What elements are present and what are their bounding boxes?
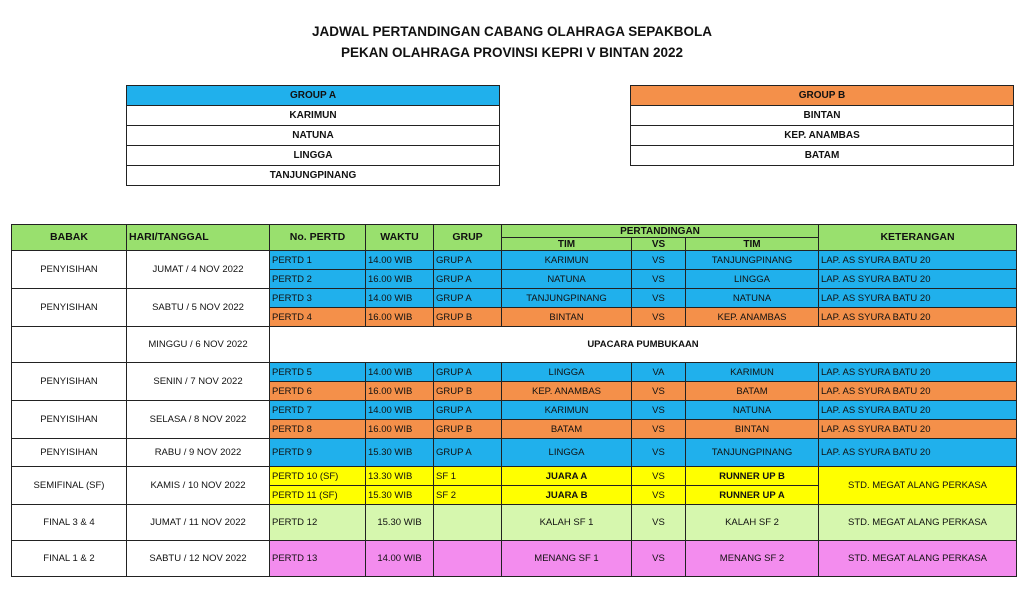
cell-no-pertd: PERTD 1 xyxy=(270,251,366,270)
cell-keterangan: LAP. AS SYURA BATU 20 xyxy=(819,401,1017,420)
cell-tim-home: KALAH SF 1 xyxy=(502,505,632,541)
cell-no-pertd: PERTD 6 xyxy=(270,382,366,401)
group-a-header: GROUP A xyxy=(127,86,500,106)
cell-vs: VS xyxy=(632,467,686,486)
cell-waktu: 16.00 WIB xyxy=(366,308,434,327)
group-a-team: KARIMUN xyxy=(127,106,500,126)
cell-hari-tanggal: SELASA / 8 NOV 2022 xyxy=(127,401,270,439)
cell-keterangan: LAP. AS SYURA BATU 20 xyxy=(819,439,1017,467)
table-row xyxy=(12,505,1017,541)
cell-keterangan: STD. MEGAT ALANG PERKASA xyxy=(819,467,1017,505)
cell-tim-home: LINGGA xyxy=(502,363,632,382)
cell-hari-tanggal: JUMAT / 11 NOV 2022 xyxy=(127,505,270,541)
cell-tim-away: BATAM xyxy=(686,382,819,401)
cell-hari-tanggal: MINGGU / 6 NOV 2022 xyxy=(127,327,270,363)
header-grup: GRUP xyxy=(434,225,502,251)
document-title-line1: JADWAL PERTANDINGAN CABANG OLAHRAGA SEPAKBOLA xyxy=(311,24,712,39)
header-vs: VS xyxy=(632,238,686,251)
cell-tim-home: KARIMUN xyxy=(502,401,632,420)
cell-grup: SF 1 xyxy=(434,467,502,486)
cell-vs: VS xyxy=(632,289,686,308)
table-row xyxy=(12,363,1017,382)
table-row xyxy=(12,251,1017,270)
cell-no-pertd: PERTD 4 xyxy=(270,308,366,327)
cell-keterangan: LAP. AS SYURA BATU 20 xyxy=(819,251,1017,270)
cell-hari-tanggal: SABTU / 5 NOV 2022 xyxy=(127,289,270,327)
cell-waktu: 16.00 WIB xyxy=(366,270,434,289)
cell-waktu: 14.00 WIB xyxy=(366,401,434,420)
cell-tim-away: TANJUNGPINANG xyxy=(686,439,819,467)
group-a-team: NATUNA xyxy=(127,126,500,146)
cell-vs: VS xyxy=(632,486,686,505)
cell-hari-tanggal: RABU / 9 NOV 2022 xyxy=(127,439,270,467)
cell-grup: GRUP B xyxy=(434,382,502,401)
group-b-table xyxy=(630,85,1014,166)
table-row xyxy=(12,467,1017,486)
cell-grup: GRUP A xyxy=(434,251,502,270)
cell-keterangan: LAP. AS SYURA BATU 20 xyxy=(819,289,1017,308)
cell-keterangan: LAP. AS SYURA BATU 20 xyxy=(819,363,1017,382)
schedule-table xyxy=(11,224,1017,577)
cell-keterangan: LAP. AS SYURA BATU 20 xyxy=(819,382,1017,401)
cell-no-pertd: PERTD 8 xyxy=(270,420,366,439)
cell-tim-home: JUARA A xyxy=(502,467,632,486)
cell-hari-tanggal: JUMAT / 4 NOV 2022 xyxy=(127,251,270,289)
cell-waktu: 14.00 WIB xyxy=(366,251,434,270)
cell-babak: PENYISIHAN xyxy=(12,251,127,289)
cell-hari-tanggal: KAMIS / 10 NOV 2022 xyxy=(127,467,270,505)
cell-keterangan: LAP. AS SYURA BATU 20 xyxy=(819,420,1017,439)
table-row xyxy=(12,541,1017,577)
cell-no-pertd: PERTD 12 xyxy=(270,505,366,541)
cell-tim-away: KARIMUN xyxy=(686,363,819,382)
cell-tim-away: MENANG SF 2 xyxy=(686,541,819,577)
table-row xyxy=(12,289,1017,308)
cell-grup: SF 2 xyxy=(434,486,502,505)
cell-babak: PENYISIHAN xyxy=(12,439,127,467)
cell-event: UPACARA PUMBUKAAN xyxy=(270,327,1017,363)
cell-no-pertd: PERTD 11 (SF) xyxy=(270,486,366,505)
schedule-body xyxy=(12,225,1017,577)
table-row xyxy=(12,327,1017,363)
cell-grup: GRUP B xyxy=(434,420,502,439)
cell-tim-home: MENANG SF 1 xyxy=(502,541,632,577)
cell-keterangan: LAP. AS SYURA BATU 20 xyxy=(819,270,1017,289)
cell-tim-away: BINTAN xyxy=(686,420,819,439)
cell-waktu: 13.30 WIB xyxy=(366,467,434,486)
cell-no-pertd: PERTD 2 xyxy=(270,270,366,289)
cell-tim-home: KEP. ANAMBAS xyxy=(502,382,632,401)
cell-no-pertd: PERTD 5 xyxy=(270,363,366,382)
group-a-team: LINGGA xyxy=(127,146,500,166)
cell-hari-tanggal: SENIN / 7 NOV 2022 xyxy=(127,363,270,401)
cell-no-pertd: PERTD 9 xyxy=(270,439,366,467)
cell-tim-home: JUARA B xyxy=(502,486,632,505)
cell-waktu: 16.00 WIB xyxy=(366,382,434,401)
cell-waktu: 15.30 WIB xyxy=(366,505,434,541)
header-keterangan: KETERANGAN xyxy=(819,225,1017,251)
header-tim-home: TIM xyxy=(502,238,632,251)
cell-no-pertd: PERTD 13 xyxy=(270,541,366,577)
cell-vs: VS xyxy=(632,308,686,327)
group-b-team: KEP. ANAMBAS xyxy=(631,126,1014,146)
cell-babak: SEMIFINAL (SF) xyxy=(12,467,127,505)
cell-vs: VS xyxy=(632,401,686,420)
header-no-pertd: No. PERTD xyxy=(270,225,366,251)
group-b-team: BINTAN xyxy=(631,106,1014,126)
header-babak: BABAK xyxy=(12,225,127,251)
header-tim-away: TIM xyxy=(686,238,819,251)
cell-tim-away: LINGGA xyxy=(686,270,819,289)
cell-grup: GRUP A xyxy=(434,401,502,420)
document-title-line2: PEKAN OLAHRAGA PROVINSI KEPRI V BINTAN 2022 xyxy=(340,45,684,60)
cell-waktu: 15.30 WIB xyxy=(366,486,434,505)
cell-tim-away: NATUNA xyxy=(686,289,819,308)
cell-waktu: 15.30 WIB xyxy=(366,439,434,467)
cell-no-pertd: PERTD 7 xyxy=(270,401,366,420)
cell-babak: FINAL 1 & 2 xyxy=(12,541,127,577)
cell-tim-away: RUNNER UP A xyxy=(686,486,819,505)
cell-waktu: 14.00 WIB xyxy=(366,363,434,382)
cell-vs: VA xyxy=(632,363,686,382)
cell-waktu: 16.00 WIB xyxy=(366,420,434,439)
cell-no-pertd: PERTD 10 (SF) xyxy=(270,467,366,486)
cell-waktu: 14.00 WIB xyxy=(366,289,434,308)
cell-babak: PENYISIHAN xyxy=(12,289,127,327)
cell-grup: GRUP B xyxy=(434,308,502,327)
cell-tim-home: BINTAN xyxy=(502,308,632,327)
cell-vs: VS xyxy=(632,439,686,467)
cell-tim-home: BATAM xyxy=(502,420,632,439)
cell-tim-home: TANJUNGPINANG xyxy=(502,289,632,308)
cell-grup: GRUP A xyxy=(434,270,502,289)
cell-tim-home: LINGGA xyxy=(502,439,632,467)
cell-babak: PENYISIHAN xyxy=(12,401,127,439)
cell-tim-home: NATUNA xyxy=(502,270,632,289)
group-b-header: GROUP B xyxy=(631,86,1014,106)
cell-babak: PENYISIHAN xyxy=(12,363,127,401)
group-b-team: BATAM xyxy=(631,146,1014,166)
cell-grup xyxy=(434,541,502,577)
group-a-table xyxy=(126,85,500,186)
cell-vs: VS xyxy=(632,382,686,401)
cell-tim-away: TANJUNGPINANG xyxy=(686,251,819,270)
cell-keterangan: STD. MEGAT ALANG PERKASA xyxy=(819,505,1017,541)
header-hari-tanggal: HARI/TANGGAL xyxy=(127,225,270,251)
cell-vs: VS xyxy=(632,505,686,541)
cell-tim-away: KEP. ANAMBAS xyxy=(686,308,819,327)
cell-hari-tanggal: SABTU / 12 NOV 2022 xyxy=(127,541,270,577)
cell-vs: VS xyxy=(632,251,686,270)
cell-no-pertd: PERTD 3 xyxy=(270,289,366,308)
cell-grup: GRUP A xyxy=(434,363,502,382)
cell-vs: VS xyxy=(632,420,686,439)
cell-grup: GRUP A xyxy=(434,439,502,467)
cell-babak xyxy=(12,327,127,363)
cell-babak: FINAL 3 & 4 xyxy=(12,505,127,541)
cell-tim-away: RUNNER UP B xyxy=(686,467,819,486)
cell-keterangan: LAP. AS SYURA BATU 20 xyxy=(819,308,1017,327)
group-a-team: TANJUNGPINANG xyxy=(127,166,500,186)
cell-vs: VS xyxy=(632,270,686,289)
cell-tim-home: KARIMUN xyxy=(502,251,632,270)
table-row xyxy=(12,439,1017,467)
cell-keterangan: STD. MEGAT ALANG PERKASA xyxy=(819,541,1017,577)
cell-grup xyxy=(434,505,502,541)
cell-vs: VS xyxy=(632,541,686,577)
cell-tim-away: NATUNA xyxy=(686,401,819,420)
header-pertandingan: PERTANDINGAN xyxy=(502,225,819,238)
cell-grup: GRUP A xyxy=(434,289,502,308)
header-waktu: WAKTU xyxy=(366,225,434,251)
cell-waktu: 14.00 WIB xyxy=(366,541,434,577)
cell-tim-away: KALAH SF 2 xyxy=(686,505,819,541)
table-row xyxy=(12,401,1017,420)
